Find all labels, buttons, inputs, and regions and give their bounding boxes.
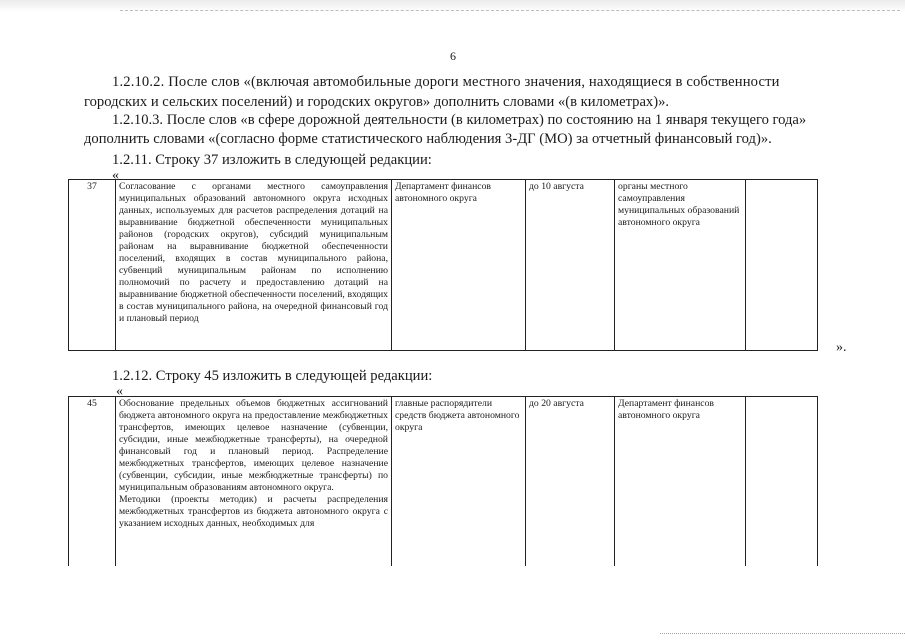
row-description [116,397,392,567]
paragraph-1-2-10-2-continued: городских и сельских поселений) и городских округов» дополнить словами «(в километрах)». [84,94,670,110]
row-description: Согласование с органами местного самоуправления муниципальных образований автономного округа исходных данных, используемых для расчетов распределения дотаций на выравнивание бюджетной обеспеченности муниципальных районов (городских округов), субсидий муниципальным районам на выравнивание бюджетной обеспеченности поселений, входящих в состав муниципального района, субвенций муниципальным районам по исполнению полномочий по расчету и предоставлению дотаций на выравнивание бюджетной обеспеченности поселений, входящих в состав муниципального района, на очередной финансовый год и плановый период [116,180,392,351]
row-45-table [68,396,818,566]
table-row [69,397,818,567]
row-executor: Департамент финансов автономного округа [392,180,526,351]
row-extra [746,397,818,567]
paragraph-1-2-10-3-continued: дополнить словами «(согласно форме статистического наблюдения 3-ДГ (МО) за отчетный финансовый год)». [84,131,772,147]
paragraph-1-2-10-3: 1.2.10.3. После слов «в сфере дорожной деятельности (в километрах) по состоянию на 1 января текущего года» [112,112,807,128]
scan-artifact-bottom [660,633,905,634]
row-number: 45 [69,397,116,567]
row-description-part-1: Обоснование предельных объемов бюджетных ассигнований бюджета автономного округа на предоставление межбюджетных трансфертов, имеющих целевое назначение (субвенции, субсидии, иные межбюджетные трансферты), на очередной финансовый год и плановый период. Распределение межбюджетных трансфертов, имеющих целевое назначение (субвенции, субсидии, иные межбюджетные трансферты) по муниципальным образованиям автономного округа. [119,398,388,493]
row-extra [746,180,818,351]
closing-quote: ». [836,340,847,355]
row-37-table [68,179,818,351]
table-row [69,180,818,351]
row-coordinator: Департамент финансов автономного округа [615,397,746,567]
paragraph-1-2-11: 1.2.11. Строку 37 изложить в следующей редакции: [112,152,432,168]
page-number: 6 [450,49,456,63]
row-executor: главные распорядители средств бюджета автономного округа [392,397,526,567]
paragraph-1-2-12: 1.2.12. Строку 45 изложить в следующей редакции: [112,368,433,384]
opening-quote: « [112,168,119,183]
row-deadline: до 20 августа [526,397,615,567]
row-deadline: до 10 августа [526,180,615,351]
paragraph-1-2-10-2: 1.2.10.2. После слов «(включая автомобильные дороги местного значения, находящиеся в собственности [112,74,780,90]
opening-quote: « [116,384,123,399]
row-description-part-2: Методики (проекты методик) и расчеты распределения межбюджетных трансфертов из бюджета автономного округа с указанием исходных данных, необходимых для [119,494,388,529]
row-description-clip [119,398,388,563]
row-number: 37 [69,180,116,351]
scan-artifact-line [120,10,900,11]
row-coordinator: органы местного самоуправления муниципальных образований автономного округа [615,180,746,351]
